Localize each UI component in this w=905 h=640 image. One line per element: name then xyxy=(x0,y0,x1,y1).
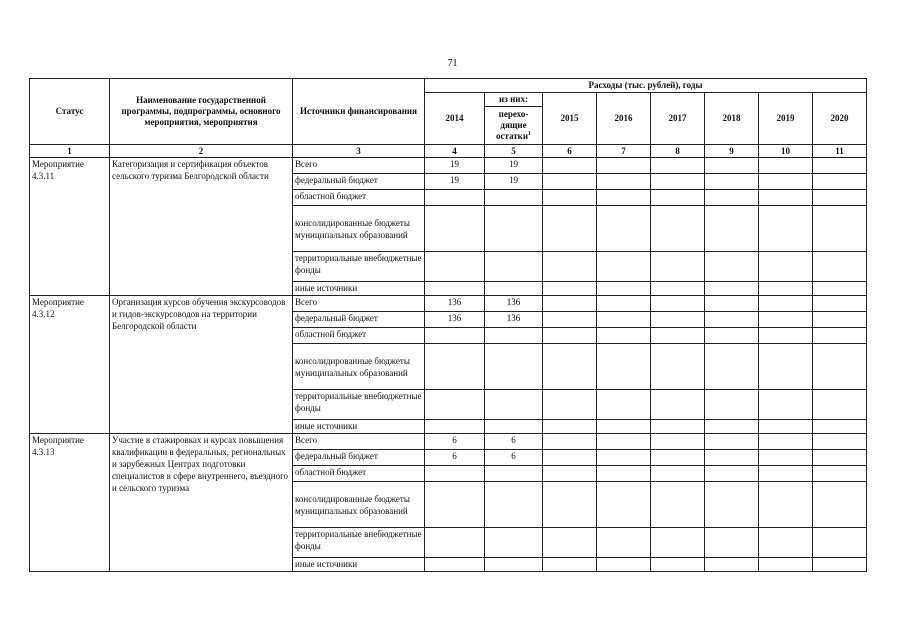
col-num-11: 11 xyxy=(813,145,867,158)
source-total: Всего xyxy=(293,296,425,312)
header-program-name: Наименование государственной программы, подпрограммы, основного мероприятия, мероприятия xyxy=(110,79,293,145)
source-municipal: консолидированные бюджеты муниципальных образований xyxy=(293,206,425,252)
value-carryover: 136 xyxy=(485,296,543,312)
header-row-1 xyxy=(30,79,867,93)
value-carryover: 136 xyxy=(485,312,543,328)
source-municipal: консолидированные бюджеты муниципальных образований xyxy=(293,482,425,528)
col-num-8: 8 xyxy=(651,145,705,158)
col-num-3: 3 xyxy=(293,145,425,158)
header-sources: Источники финансирования xyxy=(293,79,425,145)
header-of-them: из них: xyxy=(485,93,543,107)
source-territorial: территориальные внебюджетные фонды xyxy=(293,252,425,282)
value-2014: 6 xyxy=(425,434,485,450)
carryover-label: перехо-дящие остатки xyxy=(495,109,529,141)
col-num-2: 2 xyxy=(110,145,293,158)
carryover-footnote: 1 xyxy=(528,131,532,137)
budget-table xyxy=(29,78,867,572)
source-other: иные источники xyxy=(293,420,425,434)
value-2014: 6 xyxy=(425,450,485,466)
col-num-9: 9 xyxy=(705,145,759,158)
source-total: Всего xyxy=(293,434,425,450)
value-2014: 19 xyxy=(425,174,485,190)
page-number: 71 xyxy=(447,58,458,69)
header-year-2018: 2018 xyxy=(705,93,759,145)
source-total: Всего xyxy=(293,158,425,174)
col-num-5: 5 xyxy=(485,145,543,158)
source-regional: областной бюджет xyxy=(293,190,425,206)
col-num-6: 6 xyxy=(543,145,597,158)
table-row xyxy=(30,434,867,450)
measure-name: Организация курсов обучения экскурсоводов и гидов-экскурсоводов на территории Белгородской области xyxy=(110,296,293,434)
source-regional: областной бюджет xyxy=(293,466,425,482)
source-federal: федеральный бюджет xyxy=(293,312,425,328)
source-regional: областной бюджет xyxy=(293,328,425,344)
source-territorial: территориальные внебюджетные фонды xyxy=(293,528,425,558)
value-2014: 136 xyxy=(425,312,485,328)
measure-status: Мероприятие 4.3.12 xyxy=(30,296,110,434)
value-2014: 136 xyxy=(425,296,485,312)
table-row xyxy=(30,158,867,174)
header-year-2016: 2016 xyxy=(597,93,651,145)
measure-status: Мероприятие 4.3.13 xyxy=(30,434,110,572)
value-carryover: 19 xyxy=(485,174,543,190)
value-carryover: 6 xyxy=(485,450,543,466)
source-territorial: территориальные внебюджетные фонды xyxy=(293,390,425,420)
header-year-2015: 2015 xyxy=(543,93,597,145)
measure-status: Мероприятие 4.3.11 xyxy=(30,158,110,296)
header-year-2019: 2019 xyxy=(759,93,813,145)
value-2014: 19 xyxy=(425,158,485,174)
source-other: иные источники xyxy=(293,282,425,296)
header-year-2020: 2020 xyxy=(813,93,867,145)
header-year-2014: 2014 xyxy=(425,93,485,145)
value-carryover: 19 xyxy=(485,158,543,174)
col-num-1: 1 xyxy=(30,145,110,158)
source-municipal: консолидированные бюджеты муниципальных образований xyxy=(293,344,425,390)
col-num-7: 7 xyxy=(597,145,651,158)
source-federal: федеральный бюджет xyxy=(293,174,425,190)
header-expenses: Расходы (тыс. рублей), годы xyxy=(425,79,867,93)
measure-name: Участие в стажировках и курсах повышения квалификации в федеральных, региональных и зарубежных Центрах подготовки специалистов в сфере внутреннего, въездного и сельского туризма xyxy=(110,434,293,572)
col-num-4: 4 xyxy=(425,145,485,158)
header-status: Статус xyxy=(30,79,110,145)
header-year-2017: 2017 xyxy=(651,93,705,145)
header-carryover xyxy=(485,107,543,145)
source-federal: федеральный бюджет xyxy=(293,450,425,466)
table-row xyxy=(30,296,867,312)
column-number-row xyxy=(30,145,867,158)
measure-name: Категоризация и сертификация объектов сельского туризма Белгородской области xyxy=(110,158,293,296)
source-other: иные источники xyxy=(293,558,425,572)
value-carryover: 6 xyxy=(485,434,543,450)
col-num-10: 10 xyxy=(759,145,813,158)
